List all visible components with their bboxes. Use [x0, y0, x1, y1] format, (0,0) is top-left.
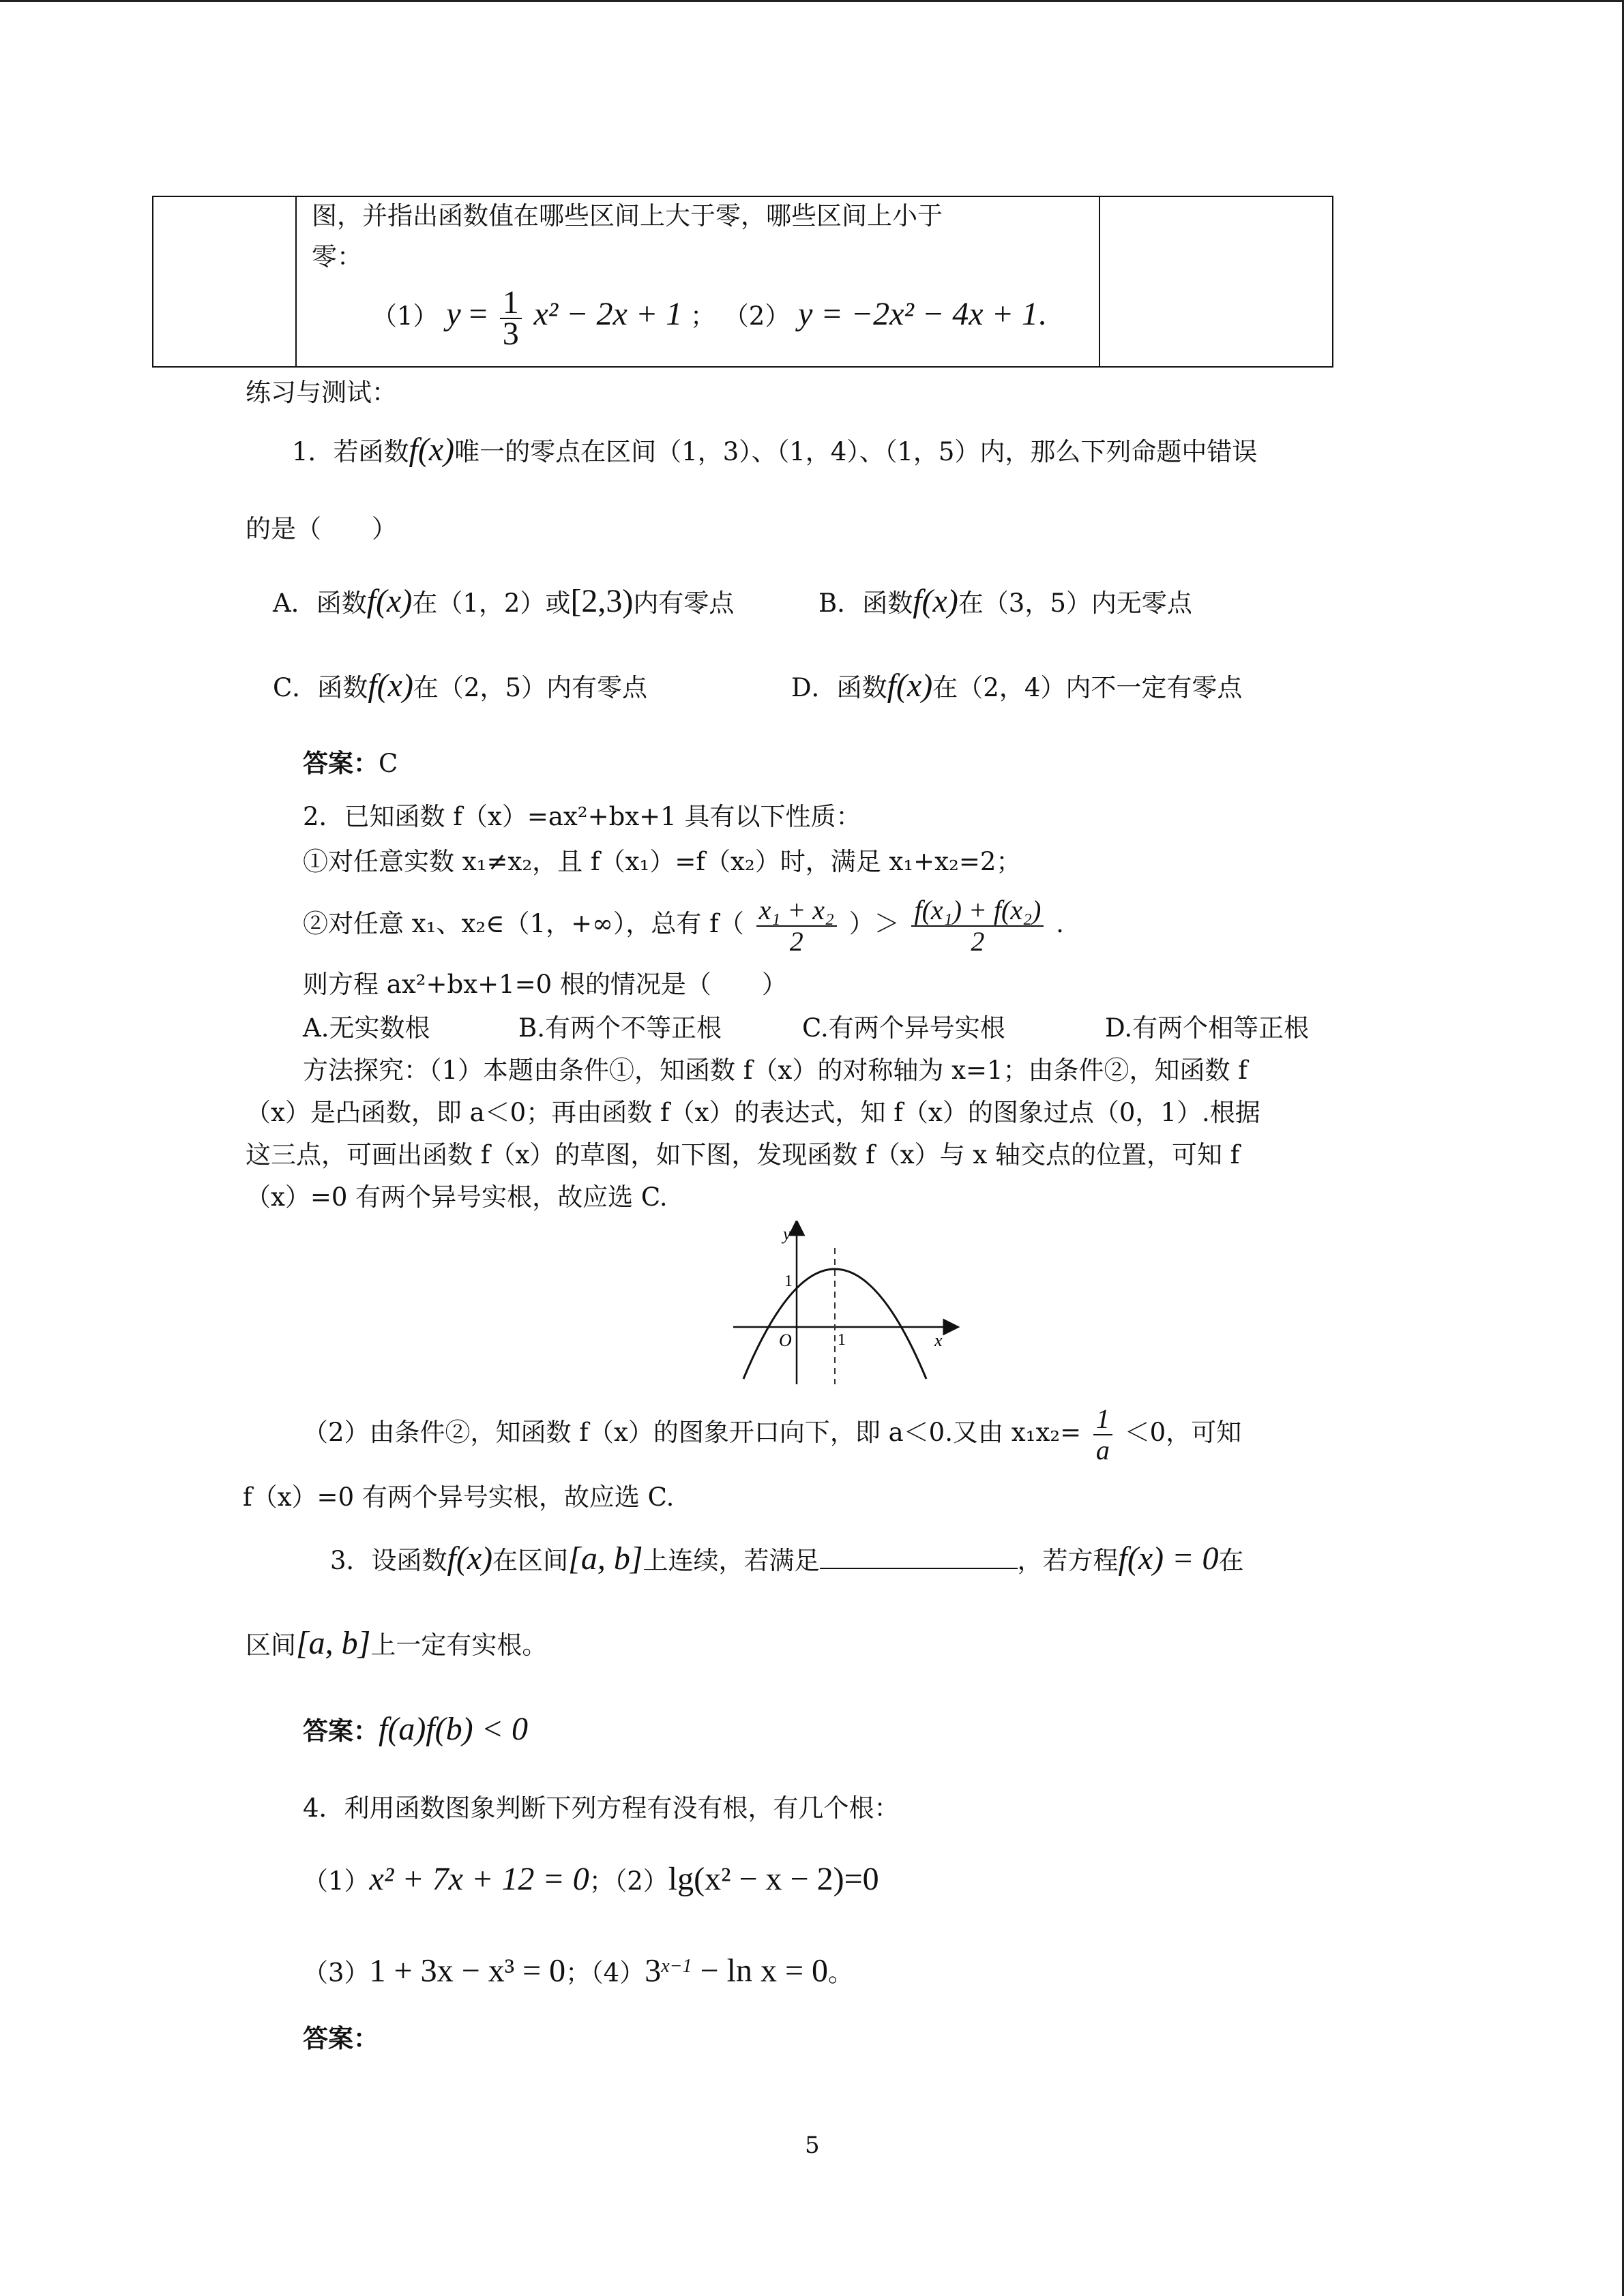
q3-answer-blank[interactable]: [820, 1543, 1018, 1569]
table-middle-cell: [296, 196, 1099, 367]
q1-option-d: D．函数f(x)在（2，4）内不一定有零点: [791, 668, 1243, 704]
table-right-cell: [1099, 196, 1333, 367]
q1-answer: 答案：C: [303, 749, 398, 778]
page-number: 5: [805, 2132, 820, 2159]
q2-option-c: C.有两个异号实根: [802, 1013, 1005, 1043]
y-axis-label: y: [783, 1224, 791, 1244]
q3-line-1: 3．设函数f(x)在区间[a, b]上连续，若满足 ，若方程f(x) = 0在: [330, 1540, 1244, 1577]
fraction-midpoint: $\frac{\text{x₁ + x₂}}{2}$: [756, 895, 837, 957]
fraction-one-third: $\frac{1}{3}$: [500, 288, 522, 349]
q2-method-line-3: 这三点，可画出函数 f（x）的草图，如下图，发现函数 f（x）与 x 轴交点的位置，可知 f: [246, 1140, 1240, 1169]
exercise-table: [152, 196, 1333, 368]
q4-stem: 4．利用函数图象判断下列方程有没有根，有几个根：: [303, 1793, 900, 1823]
top-border-line: [0, 0, 1624, 2]
q2-stem: 2．已知函数 f（x）=ax²+bx+1 具有以下性质：: [303, 802, 861, 831]
q1-option-c: C．函数f(x)在（2，5）内有零点: [273, 668, 648, 704]
q1-option-a: A．函数f(x)在（1，2）或[2,3)内有零点: [273, 583, 735, 619]
q2-condition-2: ②对任意 x₁、x₂∈（1，+∞），总有 f（ $\frac{\text{x₁ + x₂}}{2}$ ）＞ $\frac{\text{f(x₁) + f(x₂)}}{2}$ .: [303, 894, 1064, 957]
parabola-graph: [723, 1221, 969, 1391]
q2-condition-1: ①对任意实数 x₁≠x₂，且 f（x₁）=f（x₂）时，满足 x₁+x₂=2；: [303, 847, 1022, 876]
q3-answer: 答案：f(a)f(b) < 0: [303, 1711, 528, 1747]
q2-question: 则方程 ax²+bx+1=0 根的情况是（ ）: [303, 970, 787, 999]
q2-option-d: D.有两个相等正根: [1105, 1013, 1310, 1043]
q2-method-line-1: 方法探究：（1）本题由条件①，知函数 f（x）的对称轴为 x=1；由条件②，知函数 f: [303, 1056, 1247, 1085]
table-line-2: 零：: [312, 242, 362, 271]
origin-label: O: [779, 1330, 792, 1350]
q1-stem-line2: 的是（ ）: [246, 514, 397, 543]
q1-stem-line1: 1．若函数f(x)唯一的零点在区间（1，3）、（1，4）、（1，5）内，那么下列命题中错误: [292, 432, 1258, 468]
q3-line-2: 区间[a, b]上一定有实根。: [246, 1625, 548, 1661]
q2-method-2-line-2: f（x）=0 有两个异号实根，故应选 C.: [243, 1482, 675, 1512]
table-line-1: 图，并指出函数值在哪些区间上大于零，哪些区间上小于: [312, 201, 943, 230]
practice-heading: 练习与测试：: [246, 378, 397, 407]
x-one-label: 1: [838, 1331, 846, 1349]
q2-option-b: B.有两个不等正根: [518, 1013, 722, 1043]
table-left-cell: [153, 196, 296, 367]
q2-method-2-line-1: （2）由条件②，知函数 f（x）的图象开口向下，即 a＜0.又由 x₁x₂= $\frac{1}{a}$ ＜0，可知: [303, 1403, 1242, 1465]
q2-method-line-4: （x）=0 有两个异号实根，故应选 C.: [246, 1182, 668, 1212]
q4-line-2: （3）1 + 3x − x³ = 0；$(4)3^{x-1} - \ln x = 0$。: [303, 1952, 854, 1989]
table-equations: （1） y = $\frac{1}{3}$ x² − 2x + 1 ； （2） y = −2x² − 4x + 1.: [372, 284, 1046, 352]
fraction-average: $\frac{\text{f(x₁) + f(x₂)}}{2}$: [911, 895, 1044, 957]
x-axis-label: x: [934, 1330, 943, 1350]
y-intercept-label: 1: [784, 1272, 793, 1290]
q2-option-a: A.无实数根: [303, 1013, 430, 1043]
q4-line-1: （1）x² + 7x + 12 = 0；（2）lg(x² − x − 2)=0: [303, 1861, 879, 1897]
q1-option-b: B．函数f(x)在（3，5）内无零点: [818, 583, 1192, 619]
q2-method-line-2: （x）是凸函数，即 a＜0；再由函数 f（x）的表达式，知 f（x）的图象过点（0，1）.根据: [246, 1098, 1260, 1127]
q4-answer: 答案：: [303, 2024, 379, 2053]
fraction-one-over-a: $\frac{1}{a}$: [1093, 1404, 1112, 1465]
